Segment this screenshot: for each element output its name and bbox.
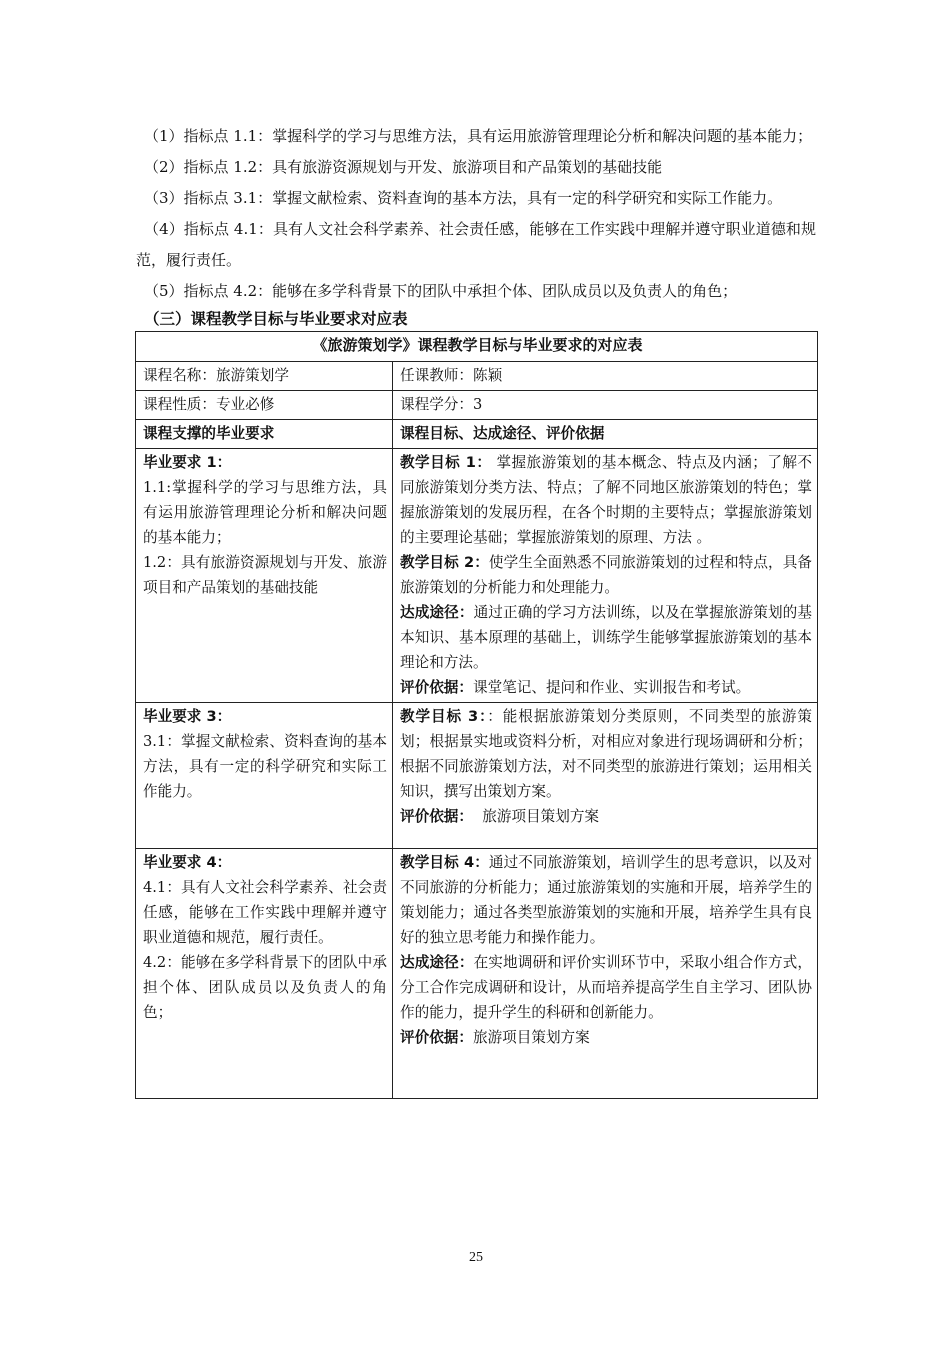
requirement-item: 4.1：具有人文社会科学素养、社会责任感，能够在工作实践中理解并遵守职业道德和规范，履行责任。 — [143, 879, 387, 946]
objective-entry — [400, 704, 812, 804]
objective-entry — [400, 675, 812, 700]
requirement-item: 4.2：能够在多学科背景下的团队中承担个体、团队成员以及负责人的角色； — [143, 954, 387, 1021]
requirement-title: 毕业要求 1： — [143, 454, 232, 471]
teacher-cell: 任课教师：陈颖 — [393, 362, 818, 391]
entry-label: 教学目标 1： — [400, 454, 492, 471]
table-row — [136, 703, 818, 849]
requirement-cell — [136, 449, 393, 703]
mapping-table — [135, 331, 818, 1099]
table-caption-row — [136, 332, 818, 362]
indicator-point-1: （1）指标点 1.1：掌握科学的学习与思维方法，具有运用旅游管理理论分析和解决问题的基本能力； — [144, 127, 813, 145]
indicator-point-5: （5）指标点 4.2：能够在多学科背景下的团队中承担个体、团队成员以及负责人的角色； — [144, 282, 738, 300]
requirement-item: 3.1：掌握文献检索、资料查询的基本方法，具有一定的科学研究和实际工作能力。 — [143, 733, 387, 800]
entry-text: 使学生全面熟悉不同旅游策划的过程和特点，具备旅游策划的分析能力和处理能力。 — [400, 554, 812, 596]
table-info-row — [136, 362, 818, 391]
objective-cell — [393, 849, 818, 1099]
credits-cell: 课程学分：3 — [393, 391, 818, 420]
column-header-requirements: 课程支撑的毕业要求 — [136, 420, 393, 449]
entry-label: 达成途径： — [400, 954, 474, 971]
entry-label: 评价依据： — [400, 1029, 473, 1046]
entry-label: 评价依据： — [400, 679, 473, 696]
objective-cell — [393, 449, 818, 703]
objective-entry — [400, 600, 812, 675]
entry-text: 在实地调研和评价实训环节中，采取小组合作方式，分工合作完成调研和设计，从而培养提高学生自主学习、团队协作的能力，提升学生的科研和创新能力。 — [400, 954, 813, 1021]
section-heading: （三）课程教学目标与毕业要求对应表 — [144, 310, 408, 328]
requirement-title: 毕业要求 3： — [143, 708, 232, 725]
document-body — [136, 121, 816, 1099]
indicator-point-2: （2）指标点 1.2：具有旅游资源规划与开发、旅游项目和产品策划的基础技能 — [144, 158, 663, 176]
course-name-cell: 课程名称：旅游策划学 — [136, 362, 393, 391]
requirement-cell — [136, 849, 393, 1099]
objective-entry — [400, 850, 812, 950]
objective-entry — [400, 804, 812, 829]
entry-label: 教学目标 4： — [400, 854, 489, 871]
objective-cell — [393, 703, 818, 849]
entry-text: 通过不同旅游策划，培训学生的思考意识，以及对不同旅游的分析能力；通过旅游策划的实施和开展，培养学生的策划能力；通过各类型旅游策划的实施和开展，培养学生具有良好的独立思考能力和操作能力。 — [400, 854, 813, 946]
indicator-point-4: （4）指标点 4.1：具有人文社会科学素养、社会责任感，能够在工作实践中理解并遵守职业道德和规范，履行责任。 — [136, 220, 816, 269]
objective-entry — [400, 1025, 812, 1050]
objective-entry — [400, 550, 812, 600]
entry-label: 教学目标 2： — [400, 554, 489, 571]
objective-entry — [400, 950, 812, 1025]
table-header-row — [136, 420, 818, 449]
course-nature-cell: 课程性质：专业必修 — [136, 391, 393, 420]
indicator-point-3: （3）指标点 3.1：掌握文献检索、资料查询的基本方法，具有一定的科学研究和实际工作能力。 — [144, 189, 783, 207]
table-row — [136, 849, 818, 1099]
requirement-item: 1.2：具有旅游资源规划与开发、旅游项目和产品策划的基础技能 — [143, 554, 387, 596]
entry-text: 课堂笔记、提问和作业、实训报告和考试。 — [472, 679, 751, 696]
entry-label: 教学目标 3： — [400, 708, 488, 725]
requirement-title: 毕业要求 4： — [143, 854, 232, 871]
indicator-point-list — [136, 121, 816, 307]
objective-entry — [400, 450, 812, 550]
requirement-cell — [136, 703, 393, 849]
entry-text: ：能根据旅游策划分类原则，不同类型的旅游策划；根据景实地或资料分析，对相应对象进行现场调研和分析；根据不同旅游策划方法，对不同类型的旅游进行策划；运用相关知识，撰写出策划方案。 — [400, 708, 813, 800]
column-header-objectives: 课程目标、达成途径、评价依据 — [393, 420, 818, 449]
page-number: 25 — [469, 1250, 483, 1265]
table-info-row — [136, 391, 818, 420]
entry-text: 通过正确的学习方法训练，以及在掌握旅游策划的基本知识、基本原理的基础上，训练学生能够掌握旅游策划的基本理论和方法。 — [400, 604, 813, 671]
entry-text: 旅游项目策划方案 — [472, 1029, 590, 1046]
entry-text: 旅游项目策划方案 — [472, 808, 600, 825]
entry-label: 评价依据： — [400, 808, 473, 825]
entry-text: 掌握旅游策划的基本概念、特点及内涵；了解不同旅游策划分类方法、特点；了解不同地区旅游策划的特色；掌握旅游策划的发展历程，在各个时期的主要特点；掌握旅游策划的主要理论基础；掌握旅游策划的原理、方法 。 — [400, 454, 813, 546]
table-caption: 《旅游策划学》课程教学目标与毕业要求的对应表 — [136, 332, 818, 362]
table-row — [136, 449, 818, 703]
entry-label: 达成途径： — [400, 604, 474, 621]
requirement-item: 1.1:掌握科学的学习与思维方法，具有运用旅游管理理论分析和解决问题的基本能力； — [143, 479, 387, 546]
